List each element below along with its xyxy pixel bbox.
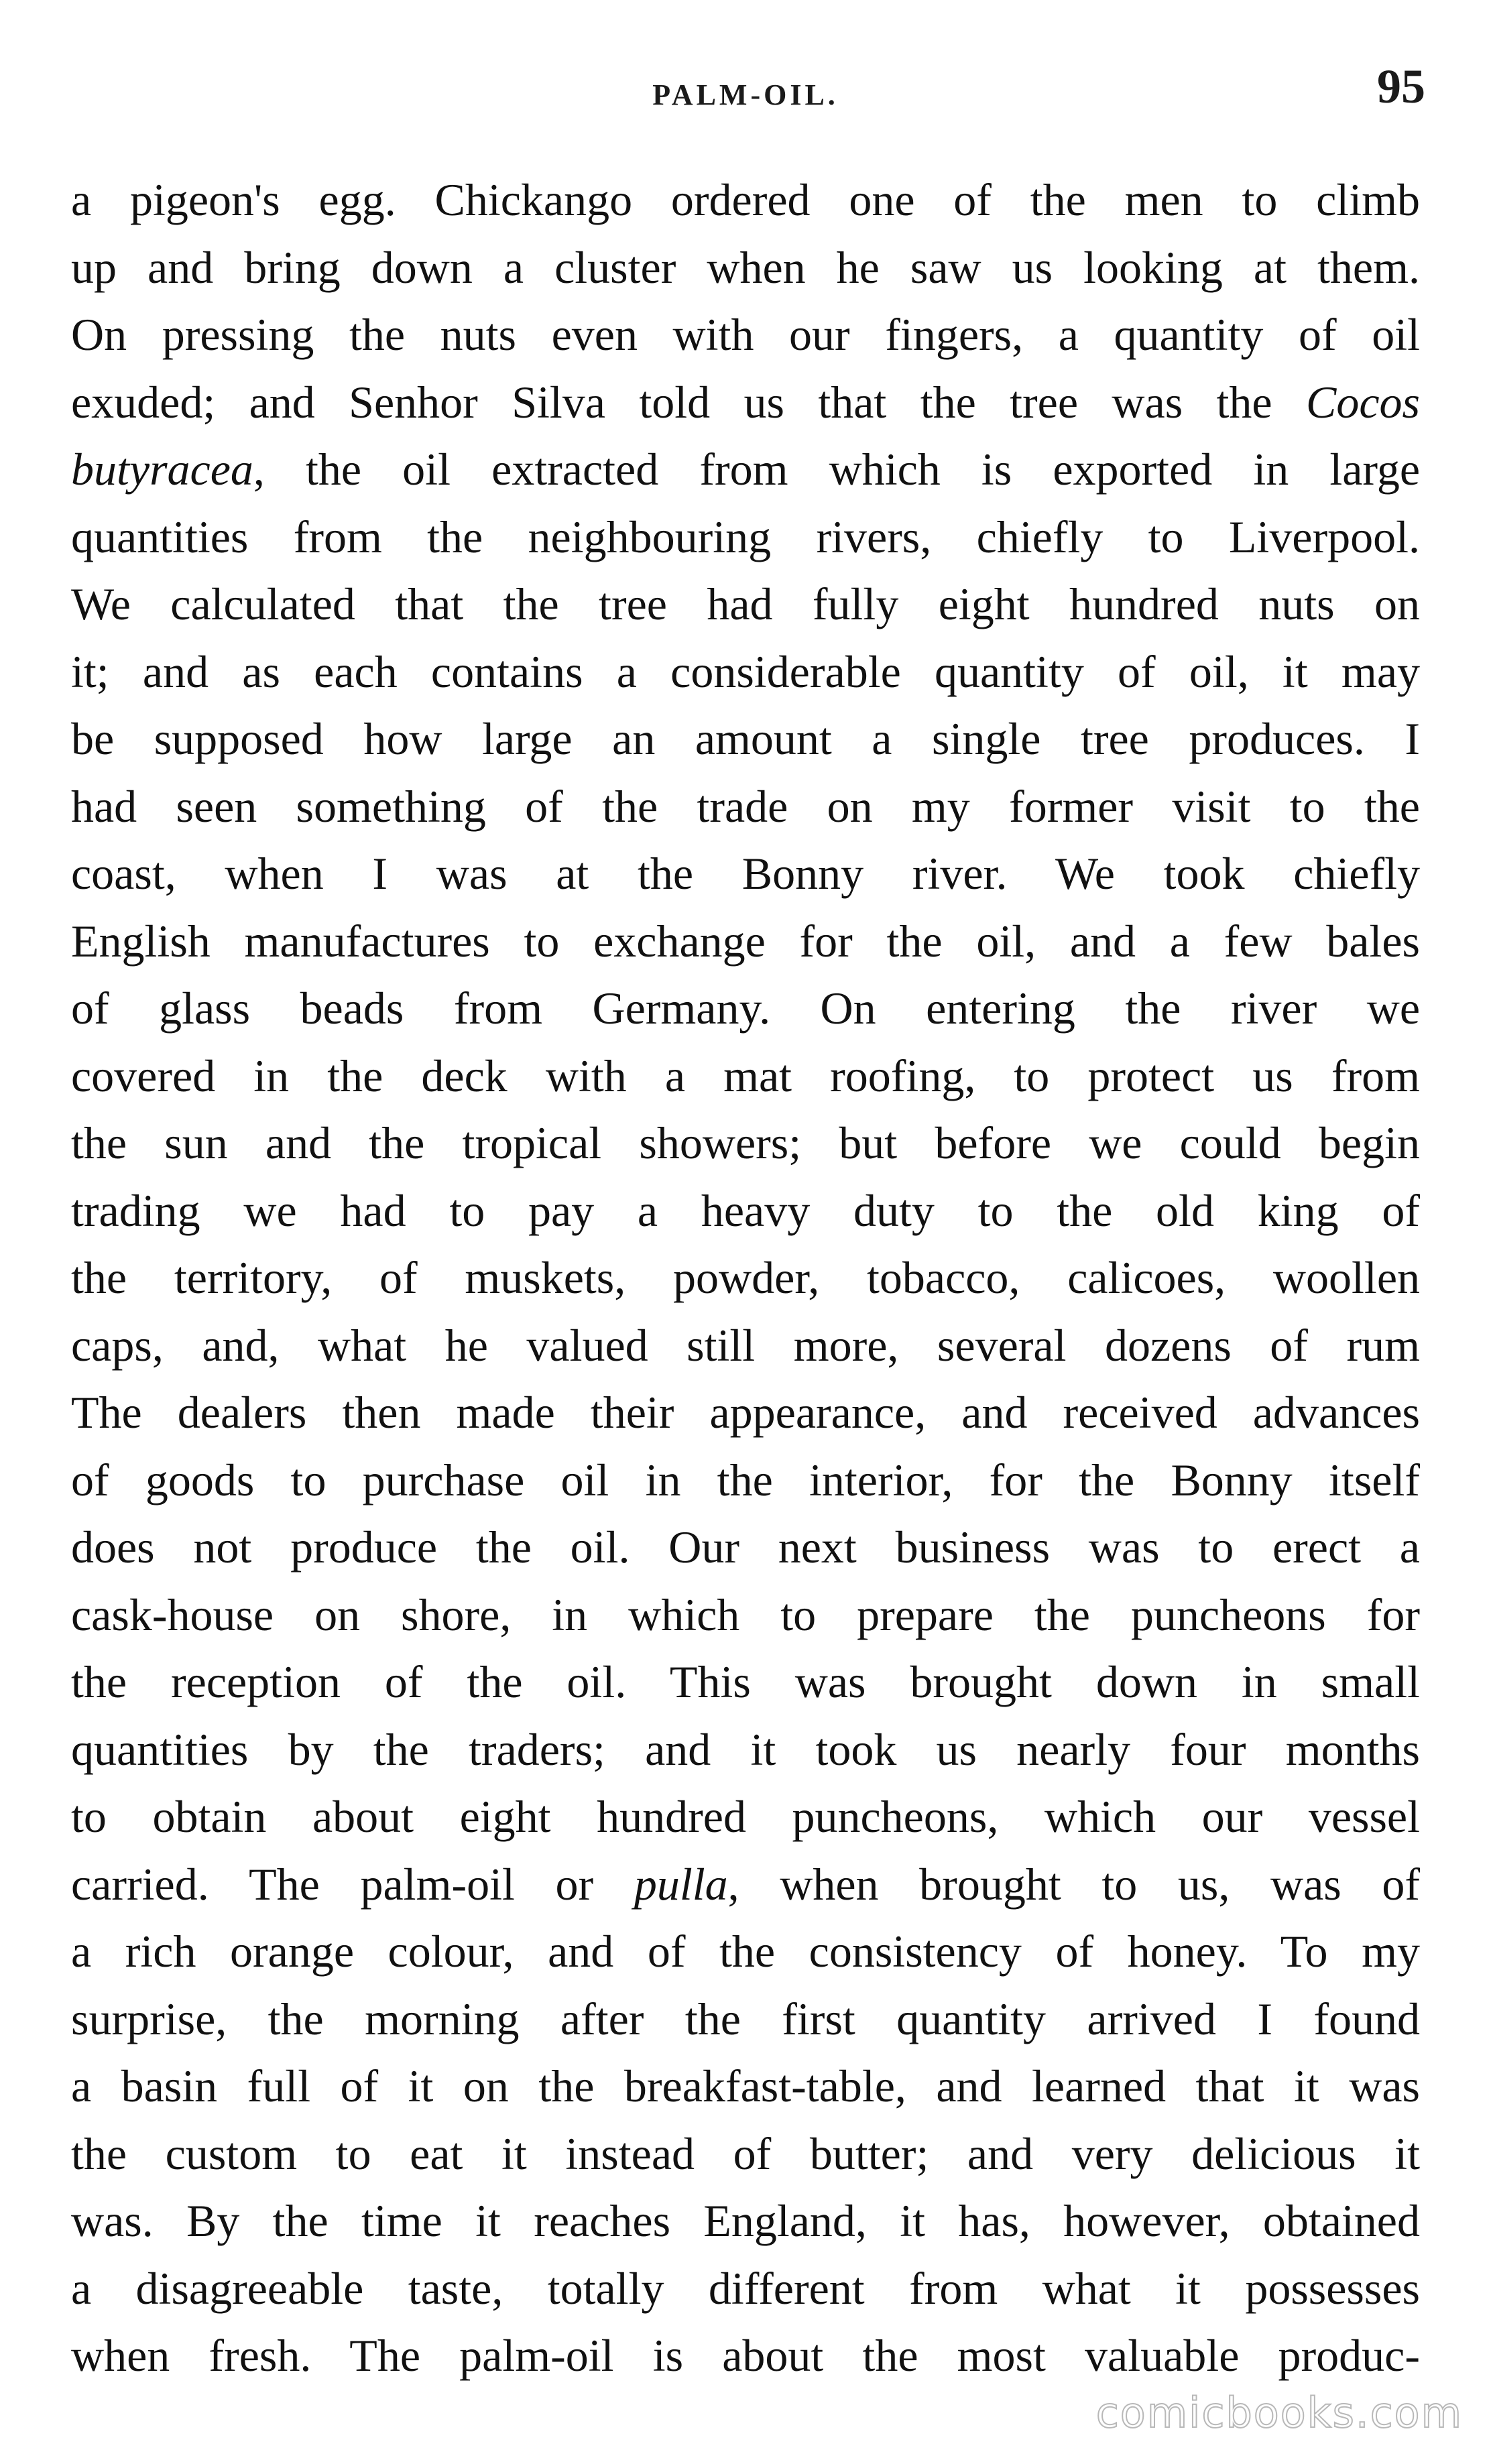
text-line: [71, 2120, 1420, 2188]
line-text: , when brought to us, was of: [727, 1858, 1421, 1910]
line-text: to obtain about eight hundred puncheons, which our vessel: [71, 1791, 1420, 1842]
line-text: a basin full of it on the breakfast-table, and learned that it was: [71, 2060, 1420, 2111]
line-text: the territory, of muskets, powder, tobacco, calicoes, woollen: [71, 1252, 1420, 1303]
text-line: [71, 908, 1420, 975]
line-text: coast, when I was at the Bonny river. We took chiefly: [71, 848, 1420, 899]
line-text: quantities by the traders; and it took us nearly four months: [71, 1723, 1420, 1775]
text-line: [71, 1177, 1420, 1245]
text-line: [71, 840, 1420, 908]
text-line: [71, 166, 1420, 234]
text-line: [71, 369, 1420, 436]
line-text: The dealers then made their appearance, and received advances: [71, 1387, 1420, 1438]
text-line: [71, 436, 1420, 503]
text-line: [71, 1783, 1420, 1851]
page-number: 95: [1377, 60, 1425, 113]
text-line: [71, 570, 1420, 638]
body-text: [71, 166, 1420, 2390]
line-text: the sun and the tropical showers; but before we could begin: [71, 1117, 1420, 1168]
line-text: trading we had to pay a heavy duty to the old king of: [71, 1184, 1420, 1236]
text-line: [71, 2255, 1420, 2323]
line-text: quantities from the neighbouring rivers, chiefly to Liverpool.: [71, 511, 1420, 562]
line-text: does not produce the oil. Our next business was to erect a: [71, 1522, 1420, 1573]
text-line: [71, 1109, 1420, 1177]
italic-text: butyracea: [71, 444, 253, 495]
italic-text: Cocos: [1306, 376, 1420, 428]
line-text: On pressing the nuts even with our fingers, a quantity of oil: [71, 309, 1420, 360]
text-line: [71, 301, 1420, 369]
line-text: of goods to purchase oil in the interior, for the Bonny itself: [71, 1454, 1420, 1505]
line-text: a rich orange colour, and of the consistency of honey. To my: [71, 1926, 1420, 1977]
line-text: English manufactures to exchange for the oil, and a few bales: [71, 915, 1420, 967]
running-head: [0, 59, 1491, 126]
text-line: [71, 1312, 1420, 1379]
line-text: the reception of the oil. This was brought down in small: [71, 1656, 1420, 1707]
text-line: [71, 2322, 1420, 2390]
text-line: [71, 1042, 1420, 1110]
line-text: was. By the time it reaches England, it has, however, obtained: [71, 2195, 1420, 2246]
text-line: [71, 1985, 1420, 2053]
text-line: [71, 1716, 1420, 1784]
text-line: [71, 1379, 1420, 1446]
line-text: caps, and, what he valued still more, several dozens of rum: [71, 1319, 1420, 1371]
line-text: surprise, the morning after the first quantity arrived I found: [71, 1993, 1420, 2044]
line-text: We calculated that the tree had fully eight hundred nuts on: [71, 578, 1420, 629]
line-text: a disagreeable taste, totally different from what it possesses: [71, 2262, 1420, 2314]
line-text: when fresh. The palm-oil is about the most valuable produc-: [71, 2330, 1420, 2381]
text-line: [71, 1648, 1420, 1716]
line-text: up and bring down a cluster when he saw us looking at them.: [71, 241, 1420, 293]
line-text: the custom to eat it instead of butter; and very delicious it: [71, 2128, 1420, 2179]
text-line: [71, 1851, 1420, 1918]
text-line: [71, 773, 1420, 841]
line-text: carried. The palm-oil or: [71, 1858, 634, 1910]
watermark: comicbooks.com: [1095, 2388, 1463, 2437]
text-line: [71, 2052, 1420, 2120]
line-text: it; and as each contains a considerable quantity of oil, it may: [71, 645, 1420, 697]
text-line: [71, 1244, 1420, 1312]
italic-text: pulla: [634, 1858, 728, 1910]
line-text: be supposed how large an amount a single tree produces. I: [71, 713, 1420, 764]
line-text: had seen something of the trade on my former visit to the: [71, 780, 1420, 832]
text-line: [71, 234, 1420, 302]
text-line: [71, 1514, 1420, 1581]
text-line: [71, 638, 1420, 706]
line-text: a pigeon's egg. Chickango ordered one of the men to climb: [71, 174, 1420, 225]
line-text: of glass beads from Germany. On entering the river we: [71, 983, 1420, 1034]
running-title: PALM-OIL.: [652, 78, 839, 111]
text-line: [71, 2187, 1420, 2255]
line-text: , the oil extracted from which is exported in large: [253, 444, 1420, 495]
text-line: [71, 503, 1420, 571]
text-line: [71, 975, 1420, 1042]
text-line: [71, 1581, 1420, 1649]
line-text: cask-house on shore, in which to prepare the puncheons for: [71, 1589, 1420, 1640]
line-text: covered in the deck with a mat roofing, to protect us from: [71, 1050, 1420, 1101]
text-line: [71, 1446, 1420, 1514]
text-line: [71, 705, 1420, 773]
text-line: [71, 1918, 1420, 1985]
line-text: exuded; and Senhor Silva told us that the tree was the: [71, 376, 1306, 428]
